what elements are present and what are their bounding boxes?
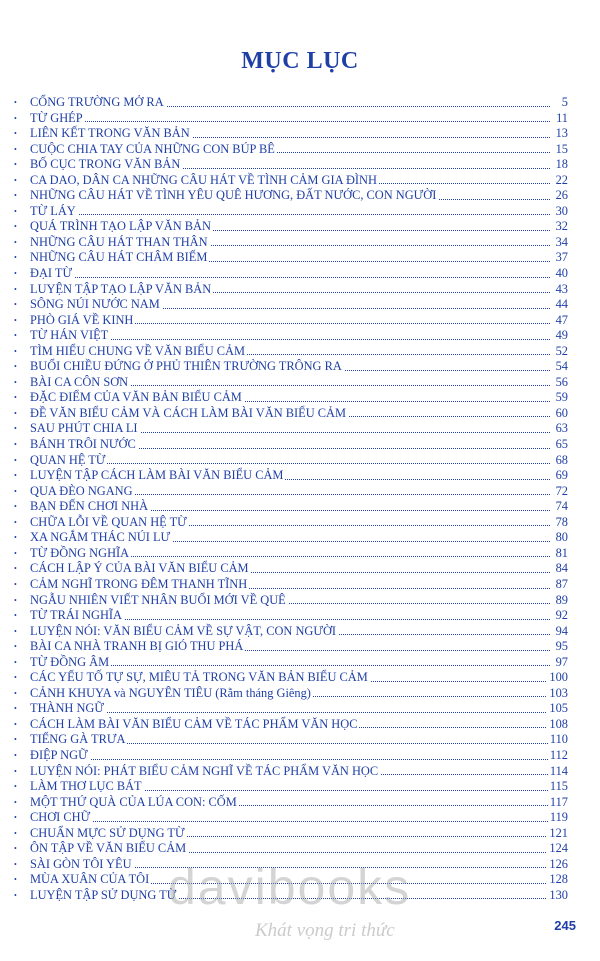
toc-entry-page: 94 (555, 623, 568, 638)
page-title: MỤC LỤC (241, 48, 359, 74)
toc-entry[interactable] (14, 142, 568, 158)
toc-entry-title: LIÊN KẾT TRONG VĂN BẢN (30, 126, 190, 141)
toc-entry-title: CẢNH KHUYA và NGUYÊN TIÊU (Rằm tháng Giêng) (30, 685, 311, 700)
toc-entry-title: CÁCH LÀM BÀI VĂN BIỂU CẢM VỀ TÁC PHẨM VĂN HỌC (30, 716, 358, 731)
bullet-icon: • (14, 875, 17, 885)
toc-entry-page: 124 (549, 841, 568, 856)
toc-entry[interactable] (14, 250, 568, 266)
toc-entry[interactable] (14, 421, 568, 437)
toc-entry-page: 18 (555, 157, 568, 172)
toc-entry-title: LUYỆN TẬP SỬ DỤNG TỪ (30, 887, 177, 902)
toc-entry-title: TỪ ĐỒNG ÂM (30, 654, 110, 669)
toc-entry[interactable] (14, 577, 568, 593)
bullet-icon: • (14, 704, 17, 714)
toc-entry-title: LUYỆN NÓI: PHÁT BIỂU CẢM NGHĨ VỀ TÁC PHẨM VĂN HỌC (30, 763, 379, 778)
bullet-icon: • (14, 564, 17, 574)
bullet-icon: • (14, 813, 17, 823)
bullet-icon: • (14, 890, 17, 900)
toc-entry-page: 103 (549, 685, 568, 700)
toc-entry-page: 15 (555, 141, 568, 156)
toc-entry[interactable] (14, 297, 568, 313)
toc-entry[interactable] (14, 453, 568, 469)
toc-entry-page: 60 (555, 405, 568, 420)
toc-entry-title: SAU PHÚT CHIA LI (30, 421, 138, 436)
toc-entry-title: ĐIỆP NGỮ (30, 747, 88, 762)
toc-entry-page: 128 (549, 872, 568, 887)
bullet-icon: • (14, 424, 17, 434)
toc-entry[interactable] (14, 515, 568, 531)
watermark-brand: davibooks (168, 859, 412, 915)
toc-entry-title: ĐẶC ĐIỂM CỦA VĂN BẢN BIỂU CẢM (30, 390, 242, 405)
dot-leader (30, 759, 550, 760)
toc-entry[interactable] (14, 624, 568, 640)
toc-entry[interactable] (14, 732, 568, 748)
toc-entry-page: 56 (555, 374, 568, 389)
toc-entry-page: 100 (549, 670, 568, 685)
bullet-icon: • (14, 98, 17, 107)
bullet-icon: • (14, 331, 17, 341)
toc-entry[interactable] (14, 530, 568, 546)
toc-entry[interactable] (14, 313, 568, 329)
toc-entry[interactable] (14, 219, 568, 235)
toc-entry[interactable] (14, 561, 568, 577)
toc-entry-title: TÌM HIỂU CHUNG VỀ VĂN BIỂU CẢM (30, 343, 245, 358)
dot-leader (30, 712, 550, 713)
toc-entry[interactable] (14, 764, 568, 780)
toc-entry-page: 34 (555, 234, 568, 249)
toc-entry-title: BỐ CỤC TRONG VĂN BẢN (30, 157, 181, 172)
toc-entry-page: 13 (555, 126, 568, 141)
toc-entry-title: LÀM THƠ LỤC BÁT (30, 779, 142, 794)
toc-entry[interactable] (14, 748, 568, 764)
toc-entry-title: TỪ LÁY (30, 203, 76, 218)
toc-entry-title: CÁCH LẬP Ý CỦA BÀI VĂN BIỂU CẢM (30, 561, 249, 576)
bullet-icon: • (14, 408, 17, 418)
toc-entry-page: 78 (555, 514, 568, 529)
toc-entry[interactable] (14, 686, 568, 702)
toc-entry-title: LUYỆN TẬP TẠO LẬP VĂN BẢN (30, 281, 212, 296)
bullet-icon: • (14, 144, 17, 154)
toc-entry-title: BÀI CA CÔN SƠN (30, 374, 129, 389)
toc-entry-page: 87 (555, 576, 568, 591)
bullet-icon: • (14, 782, 17, 792)
toc-entry-page: 105 (549, 701, 568, 716)
toc-entry[interactable] (14, 111, 568, 127)
toc-entry-page: 126 (549, 856, 568, 871)
toc-entry-title: TỪ GHÉP (30, 110, 83, 125)
bullet-icon: • (14, 253, 17, 263)
bullet-icon: • (14, 284, 17, 294)
toc-entry[interactable] (14, 95, 568, 111)
toc-entry-page: 74 (555, 499, 568, 514)
toc-entry-page: 5 (561, 95, 568, 109)
bullet-icon: • (14, 611, 17, 621)
toc-entry[interactable] (14, 266, 568, 282)
toc-entry-title: NHỮNG CÂU HÁT VỀ TÌNH YÊU QUÊ HƯƠNG, ĐẤT NƯỚC, CON NGƯỜI (30, 188, 437, 203)
bullet-icon: • (14, 517, 17, 527)
toc-entry[interactable] (14, 499, 568, 515)
toc-entry-title: PHÒ GIÁ VỀ KINH (30, 312, 134, 327)
toc-entry[interactable] (14, 157, 568, 173)
bullet-icon: • (14, 828, 17, 838)
page-number: 245 (554, 918, 576, 933)
toc-entry-title: CHUẨN MỰC SỬ DỤNG TỪ (30, 825, 185, 840)
dot-leader (30, 821, 550, 822)
toc-entry-title: XA NGẮM THÁC NÚI LƯ (30, 530, 171, 545)
toc-entry-title: CẢM NGHĨ TRONG ĐÊM THANH TĨNH (30, 576, 248, 591)
bullet-icon: • (14, 160, 17, 170)
toc-entry-title: QUAN HỆ TỪ (30, 452, 106, 467)
bullet-icon: • (14, 642, 17, 652)
bullet-icon: • (14, 113, 17, 123)
toc-entry-page: 108 (549, 716, 568, 731)
toc-entry[interactable] (14, 344, 568, 360)
toc-entry[interactable] (14, 810, 568, 826)
toc-entry-page: 92 (555, 608, 568, 623)
toc-entry[interactable] (14, 546, 568, 562)
toc-entry-title: SÀI GÒN TÔI YÊU (30, 856, 132, 871)
bullet-icon: • (14, 191, 17, 201)
bullet-icon: • (14, 673, 17, 683)
bullet-icon: • (14, 300, 17, 310)
toc-entry[interactable] (14, 717, 568, 733)
bullet-icon: • (14, 595, 17, 605)
bullet-icon: • (14, 206, 17, 216)
toc-entry-page: 119 (549, 810, 568, 825)
toc-entry-title: ĐỀ VĂN BIỂU CẢM VÀ CÁCH LÀM BÀI VĂN BIỂU CẢM (30, 405, 346, 420)
toc-entry[interactable] (14, 655, 568, 671)
toc-entry[interactable] (14, 328, 568, 344)
toc-entry-page: 40 (555, 266, 568, 281)
toc-entry[interactable] (14, 608, 568, 624)
toc-entry-title: MỘT THỨ QUÀ CỦA LÚA CON: CỐM (30, 794, 237, 809)
toc-entry-page: 11 (556, 110, 568, 125)
toc-entry-page: 97 (555, 654, 568, 669)
bullet-icon: • (14, 688, 17, 698)
bullet-icon: • (14, 440, 17, 450)
bullet-icon: • (14, 237, 17, 247)
toc-entry[interactable] (14, 437, 568, 453)
toc-entry-title: LUYỆN NÓI: VĂN BIỂU CẢM VỀ SỰ VẬT, CON NGƯỜI (30, 623, 337, 638)
toc-entry-title: MÙA XUÂN CỦA TÔI (30, 872, 150, 887)
dot-leader (30, 277, 550, 278)
toc-entry-page: 112 (549, 747, 568, 762)
toc-entry-page: 130 (549, 887, 568, 902)
toc-entry-page: 22 (555, 172, 568, 187)
toc-entry-title: BÀI CA NHÀ TRANH BỊ GIÓ THU PHÁ (30, 639, 244, 654)
toc-entry[interactable] (14, 359, 568, 375)
toc-entry-title: CÁC YẾU TỐ TỰ SỰ, MIÊU TẢ TRONG VĂN BẢN BIỂU CẢM (30, 670, 368, 685)
toc-entry-page: 37 (555, 250, 568, 265)
toc-entry[interactable] (14, 826, 568, 842)
toc-entry-title: TỪ TRÁI NGHĨA (30, 608, 122, 623)
toc-entry-page: 47 (555, 312, 568, 327)
toc-entry-page: 52 (555, 343, 568, 358)
bullet-icon: • (14, 844, 17, 854)
bullet-icon: • (14, 486, 17, 496)
bullet-icon: • (14, 719, 17, 729)
bullet-icon: • (14, 657, 17, 667)
watermark-tagline: Khát vọng tri thức (255, 920, 395, 941)
toc-entry[interactable] (14, 468, 568, 484)
toc-entry[interactable] (14, 375, 568, 391)
bullet-icon: • (14, 269, 17, 279)
toc-entry-page: 110 (549, 732, 568, 747)
toc-entry-title: CỔNG TRƯỜNG MỞ RA (30, 95, 164, 109)
toc-entry-page: 44 (555, 297, 568, 312)
bullet-icon: • (14, 393, 17, 403)
toc-entry-title: BÁNH TRÔI NƯỚC (30, 437, 136, 452)
toc-entry-title: NGẪU NHIÊN VIẾT NHÂN BUỔI MỚI VỀ QUÊ (30, 592, 286, 607)
toc-entry[interactable] (14, 795, 568, 811)
toc-entry-page: 84 (555, 561, 568, 576)
bullet-icon: • (14, 859, 17, 869)
toc-entry-title: QUA ĐÈO NGANG (30, 483, 133, 498)
bullet-icon: • (14, 471, 17, 481)
toc-entry-title: BẠN ĐẾN CHƠI NHÀ (30, 499, 149, 514)
toc-entry-page: 32 (555, 219, 568, 234)
toc-entry-title: THÀNH NGỮ (30, 701, 104, 716)
toc-entry[interactable] (14, 235, 568, 251)
toc-entry[interactable] (14, 390, 568, 406)
toc-entry[interactable] (14, 701, 568, 717)
toc-entry-page: 63 (555, 421, 568, 436)
toc-entry-title: ÔN TẬP VỀ VĂN BIỂU CẢM (30, 841, 187, 856)
bullet-icon: • (14, 455, 17, 465)
toc-entry[interactable] (14, 670, 568, 686)
toc-entry-page: 114 (549, 763, 568, 778)
bullet-icon: • (14, 548, 17, 558)
toc-entry-title: LUYỆN TẬP CÁCH LÀM BÀI VĂN BIỂU CẢM (30, 468, 284, 483)
bullet-icon: • (14, 533, 17, 543)
toc-entry-title: ĐẠI TỪ (30, 266, 73, 281)
toc-entry[interactable] (14, 282, 568, 298)
bullet-icon: • (14, 766, 17, 776)
toc-entry-title: TỪ ĐỒNG NGHĨA (30, 545, 130, 560)
toc-entry-page: 26 (555, 188, 568, 203)
toc-entry-page: 72 (555, 483, 568, 498)
toc-entry-page: 43 (555, 281, 568, 296)
toc-entry[interactable] (14, 841, 568, 857)
toc-entry-page: 117 (549, 794, 568, 809)
bullet-icon: • (14, 175, 17, 185)
toc-entry-title: SÔNG NÚI NƯỚC NAM (30, 297, 160, 312)
toc-entry[interactable] (14, 173, 568, 189)
toc-entry-title: CHƠI CHỮ (30, 810, 91, 825)
toc-entry-title: CHỮA LỖI VỀ QUAN HỆ TỪ (30, 514, 187, 529)
toc-entry-title: NHỮNG CÂU HÁT CHÂM BIẾM (30, 250, 208, 265)
toc-entry-title: TỪ HÁN VIỆT (30, 328, 109, 343)
table-of-contents (14, 95, 568, 903)
toc-entry-page: 30 (555, 203, 568, 218)
bullet-icon: • (14, 626, 17, 636)
toc-entry-title: CUỘC CHIA TAY CỦA NHỮNG CON BÚP BÊ (30, 141, 275, 156)
bullet-icon: • (14, 797, 17, 807)
bullet-icon: • (14, 346, 17, 356)
dot-leader (30, 463, 550, 464)
bullet-icon: • (14, 129, 17, 139)
bullet-icon: • (14, 362, 17, 372)
toc-entry-title: TIẾNG GÀ TRƯA (30, 732, 126, 747)
toc-entry[interactable] (14, 126, 568, 142)
toc-entry[interactable] (14, 639, 568, 655)
bullet-icon: • (14, 579, 17, 589)
bullet-icon: • (14, 735, 17, 745)
toc-entry-title: BUỔI CHIỀU ĐỨNG Ở PHỦ THIÊN TRƯỜNG TRÔNG RA (30, 359, 342, 374)
toc-entry-page: 115 (549, 779, 568, 794)
bullet-icon: • (14, 377, 17, 387)
toc-entry[interactable] (14, 593, 568, 609)
toc-entry-title: QUÁ TRÌNH TẠO LẬP VĂN BẢN (30, 219, 211, 234)
toc-entry-page: 49 (555, 328, 568, 343)
toc-entry-page: 80 (555, 530, 568, 545)
toc-entry-page: 81 (555, 545, 568, 560)
toc-entry-page: 95 (555, 639, 568, 654)
toc-entry[interactable] (14, 204, 568, 220)
toc-entry[interactable] (14, 484, 568, 500)
toc-entry-page: 69 (555, 468, 568, 483)
dot-leader (30, 121, 550, 122)
toc-entry[interactable] (14, 406, 568, 422)
bullet-icon: • (14, 502, 17, 512)
toc-entry-page: 89 (555, 592, 568, 607)
toc-entry[interactable] (14, 188, 568, 204)
toc-entry[interactable] (14, 779, 568, 795)
bullet-icon: • (14, 315, 17, 325)
toc-entry-page: 65 (555, 437, 568, 452)
bullet-icon: • (14, 222, 17, 232)
bullet-icon: • (14, 750, 17, 760)
toc-entry-page: 54 (555, 359, 568, 374)
toc-entry-page: 121 (549, 825, 568, 840)
dot-leader (30, 214, 550, 215)
toc-entry-page: 59 (555, 390, 568, 405)
toc-entry-title: NHỮNG CÂU HÁT THAN THÂN (30, 234, 208, 249)
toc-entry-title: CA DAO, DÂN CA NHỮNG CÂU HÁT VỀ TÌNH CẢM GIA ĐÌNH (30, 172, 377, 187)
toc-entry-page: 68 (555, 452, 568, 467)
